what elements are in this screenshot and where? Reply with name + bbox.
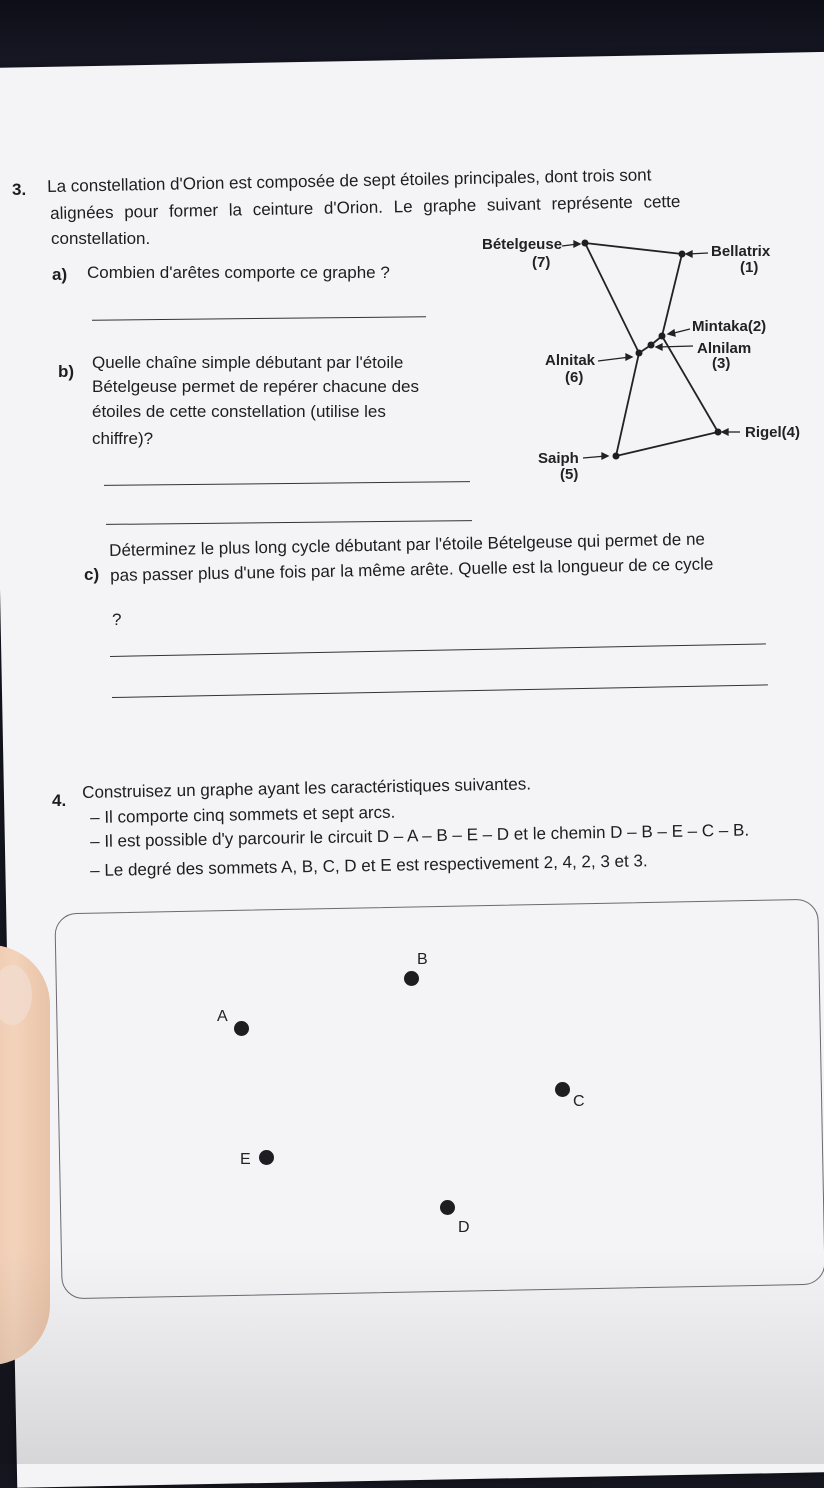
star-saiph [613, 453, 620, 460]
star-alnilam [648, 342, 655, 349]
label-alnilam: Alnilam [697, 340, 752, 357]
vertex-e[interactable] [259, 1150, 274, 1165]
vertex-b[interactable] [404, 971, 419, 986]
star-bellatrix [679, 251, 686, 258]
star-betelgeuse [582, 240, 589, 247]
vertex-label-e: E [240, 1151, 251, 1168]
edge-betelgeuse-alnitak [585, 243, 639, 353]
star-mintaka [659, 333, 666, 340]
question-3-intro-line1: La constellation d'Orion est composée de sept étoiles principales, dont trois sont [47, 165, 652, 196]
edge-saiph-rigel [616, 432, 718, 456]
arrow-alnilam [658, 346, 693, 347]
question-3-intro-line2: alignées pour former la ceinture d'Orion. Le graphe suivant représente cette [50, 191, 681, 223]
question-3c-label: c) [84, 565, 100, 584]
question-3b-line2: Bételgeuse permet de repérer chacune des [92, 377, 419, 396]
vertex-label-c: C [573, 1093, 585, 1110]
question-3-number: 3. [12, 180, 27, 199]
vertex-c[interactable] [555, 1082, 570, 1097]
star-rigel [715, 429, 722, 436]
question-3b-label: b) [58, 362, 75, 381]
label-bellatrix-num: (1) [740, 259, 759, 276]
label-saiph-num: (5) [560, 466, 579, 483]
label-betelgeuse: Bételgeuse [482, 236, 563, 253]
vertex-label-a: A [217, 1008, 228, 1025]
question-3a-text: Combien d'arêtes comporte ce graphe ? [87, 263, 390, 282]
question-3c-line2: pas passer plus d'une fois par la même arête. Quelle est la longueur de ce cycle [110, 554, 714, 585]
question-3-intro-line3: constellation. [51, 229, 151, 248]
label-bellatrix: Bellatrix [711, 243, 771, 260]
label-alnilam-num: (3) [712, 355, 731, 372]
question-3a-label: a) [52, 265, 68, 284]
question-3b-line4: chiffre)? [92, 429, 154, 448]
vertex-d[interactable] [440, 1200, 455, 1215]
label-alnitak: Alnitak [545, 352, 596, 369]
edge-bellatrix-mintaka [662, 254, 682, 336]
label-rigel: Rigel(4) [745, 424, 801, 441]
star-alnitak [636, 350, 643, 357]
arrow-alnitak [598, 357, 630, 361]
question-3b-line1: Quelle chaîne simple débutant par l'étoile [92, 353, 404, 372]
label-saiph: Saiph [538, 450, 579, 467]
question-3c-line3: ? [112, 610, 122, 629]
vertex-a[interactable] [234, 1021, 249, 1036]
edge-betelgeuse-bellatrix [585, 243, 682, 254]
question-4-number: 4. [52, 791, 67, 810]
vertex-label-d: D [458, 1219, 470, 1236]
question-4-intro: Construisez un graphe ayant les caractéristiques suivantes. [82, 774, 532, 802]
question-4-item3: – Le degré des sommets A, B, C, D et E est respectivement 2, 4, 2, 3 et 3. [90, 851, 648, 880]
label-mintaka: Mintaka(2) [692, 318, 767, 335]
edge-alnitak-saiph [616, 353, 639, 456]
label-betelgeuse-num: (7) [532, 254, 551, 271]
label-alnitak-num: (6) [565, 369, 584, 386]
question-3b-line3: étoiles de cette constellation (utilise les [92, 402, 386, 421]
question-4-item2: – Il est possible d'y parcourir le circuit D – A – B – E – D et le chemin D – B – E – C – B. [90, 820, 750, 851]
graph-drawing-area[interactable] [54, 899, 824, 1300]
question-3c-line1: Déterminez le plus long cycle débutant par l'étoile Bételgeuse qui permet de ne [109, 529, 706, 560]
question-4-item1: – Il comporte cinq sommets et sept arcs. [90, 802, 396, 827]
vertex-label-b: B [417, 951, 428, 968]
